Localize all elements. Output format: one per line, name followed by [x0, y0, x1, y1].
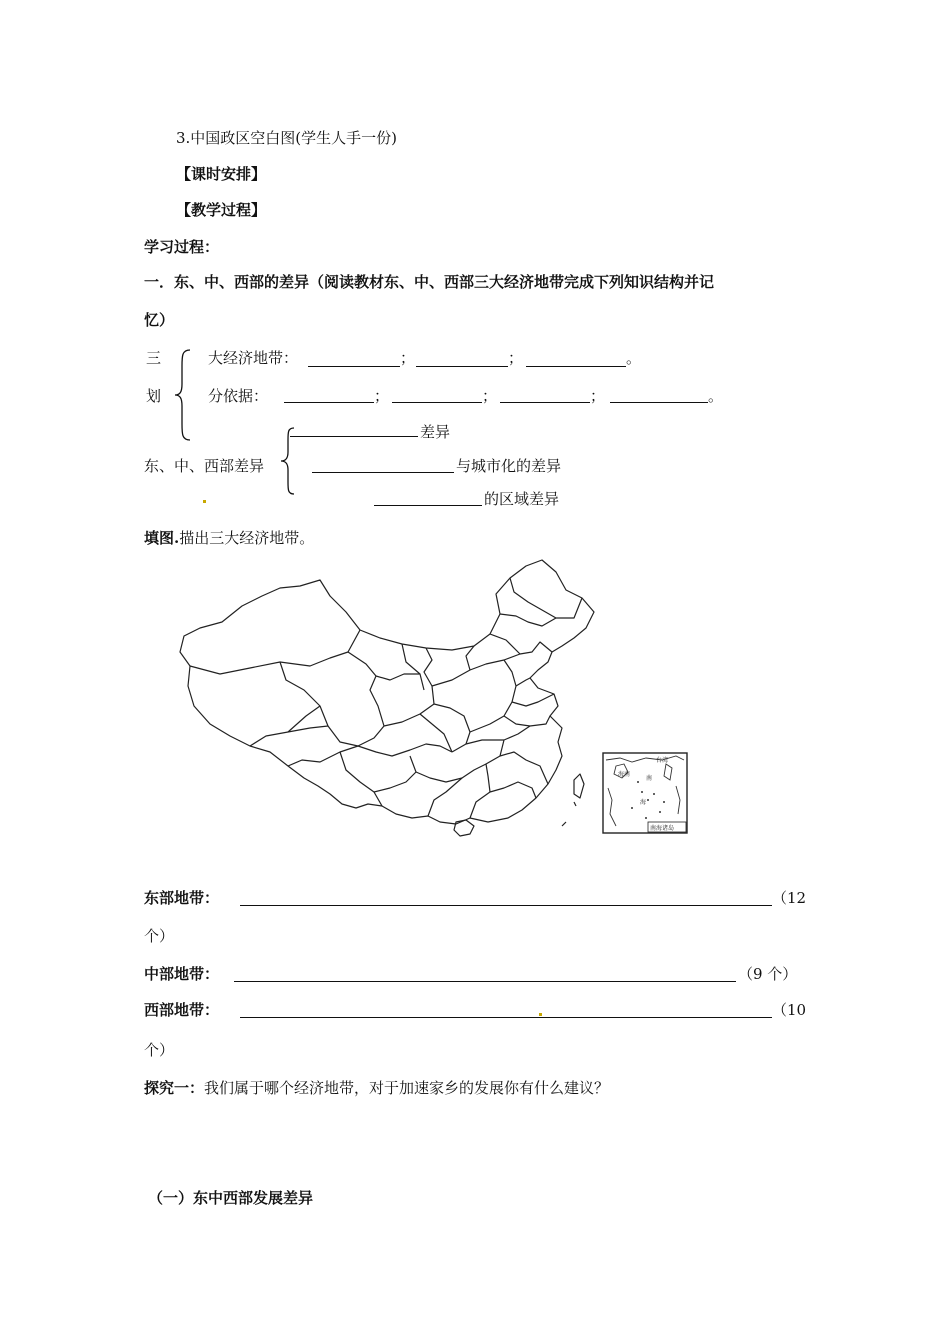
basis-blank-3[interactable]: [500, 402, 590, 403]
diff-item-2: 与城市化的差异: [456, 457, 562, 475]
inquiry-label: 探究一：: [144, 1079, 205, 1097]
belt-end: 。: [626, 349, 642, 367]
diff-root-label: 东、中、西部差异: [144, 457, 265, 475]
structure-hua: 划: [146, 387, 162, 405]
basis-end: 。: [708, 387, 724, 405]
belt-blank-2[interactable]: [416, 366, 508, 367]
stray-dot: [203, 500, 206, 503]
basis-label: 分依据：: [208, 387, 269, 405]
middle-belt-count: （9 个）: [738, 965, 798, 983]
inquiry-1: [144, 1078, 609, 1098]
belt-blank-3[interactable]: [526, 366, 626, 367]
china-outline-map[interactable]: [170, 556, 600, 846]
south-china-sea-inset[interactable]: [602, 752, 688, 834]
basis-sep-3: ；: [590, 387, 606, 405]
inset-label-nan: 南: [646, 775, 653, 782]
east-belt-count-a: （12: [772, 889, 807, 907]
west-belt-blank[interactable]: [240, 1017, 772, 1018]
outer-brace: [172, 348, 196, 442]
fill-map-label: 填图.: [144, 529, 180, 547]
east-belt-label: 东部地带：: [144, 889, 220, 907]
middle-belt-blank[interactable]: [234, 981, 736, 982]
basis-blank-1[interactable]: [284, 402, 374, 403]
basis-sep-1: ；: [374, 387, 390, 405]
belt-label: 大经济地带：: [208, 349, 299, 367]
materials-item-3: 3.中国政区空白图(学生人手一份): [176, 129, 398, 147]
diff-item-1: 差异: [420, 423, 451, 441]
basis-blank-2[interactable]: [392, 402, 482, 403]
process-heading: 【教学过程】: [176, 201, 267, 219]
map-outline: [180, 560, 594, 836]
belt-sep-2: ；: [508, 349, 524, 367]
east-belt-blank[interactable]: [240, 905, 772, 906]
belt-sep-1: ；: [400, 349, 416, 367]
learning-heading: 学习过程：: [144, 238, 220, 256]
section1-title-line2: 忆）: [144, 311, 175, 329]
inset-label-hainan: 海南: [618, 771, 631, 778]
diff-item-3: 的区域差异: [484, 490, 560, 508]
inset-frame: [603, 753, 687, 833]
fill-map-text: 描出三大经济地带。: [179, 529, 315, 547]
east-belt-count-b: 个）: [144, 927, 175, 945]
section1-title-line1: 一．东、中、西部的差异（阅读教材东、中、西部三大经济地带完成下列知识结构并记: [144, 273, 715, 291]
west-belt-label: 西部地带：: [144, 1001, 220, 1019]
diff-blank-3[interactable]: [374, 505, 482, 506]
stray-dot-2: [539, 1013, 542, 1016]
basis-blank-4[interactable]: [610, 402, 708, 403]
diff-blank-1[interactable]: [290, 436, 418, 437]
west-belt-count-b: 个）: [144, 1041, 175, 1059]
middle-belt-label: 中部地带：: [144, 965, 220, 983]
diff-blank-2[interactable]: [312, 472, 454, 473]
basis-sep-2: ；: [482, 387, 498, 405]
inset-caption: 南海诸岛: [650, 825, 675, 832]
section2-title: （一）东中西部发展差异: [148, 1189, 314, 1207]
fill-map-instruction: [144, 528, 314, 548]
inset-label-taiwan: 台湾: [656, 757, 669, 764]
west-belt-count-a: （10: [772, 1001, 807, 1019]
structure-san: 三: [146, 349, 162, 367]
belt-blank-1[interactable]: [308, 366, 400, 367]
schedule-heading: 【课时安排】: [176, 165, 267, 183]
inset-label-hai: 海: [640, 799, 647, 806]
inquiry-question: 我们属于哪个经济地带，对于加速家乡的发展你有什么建议？: [204, 1079, 610, 1097]
